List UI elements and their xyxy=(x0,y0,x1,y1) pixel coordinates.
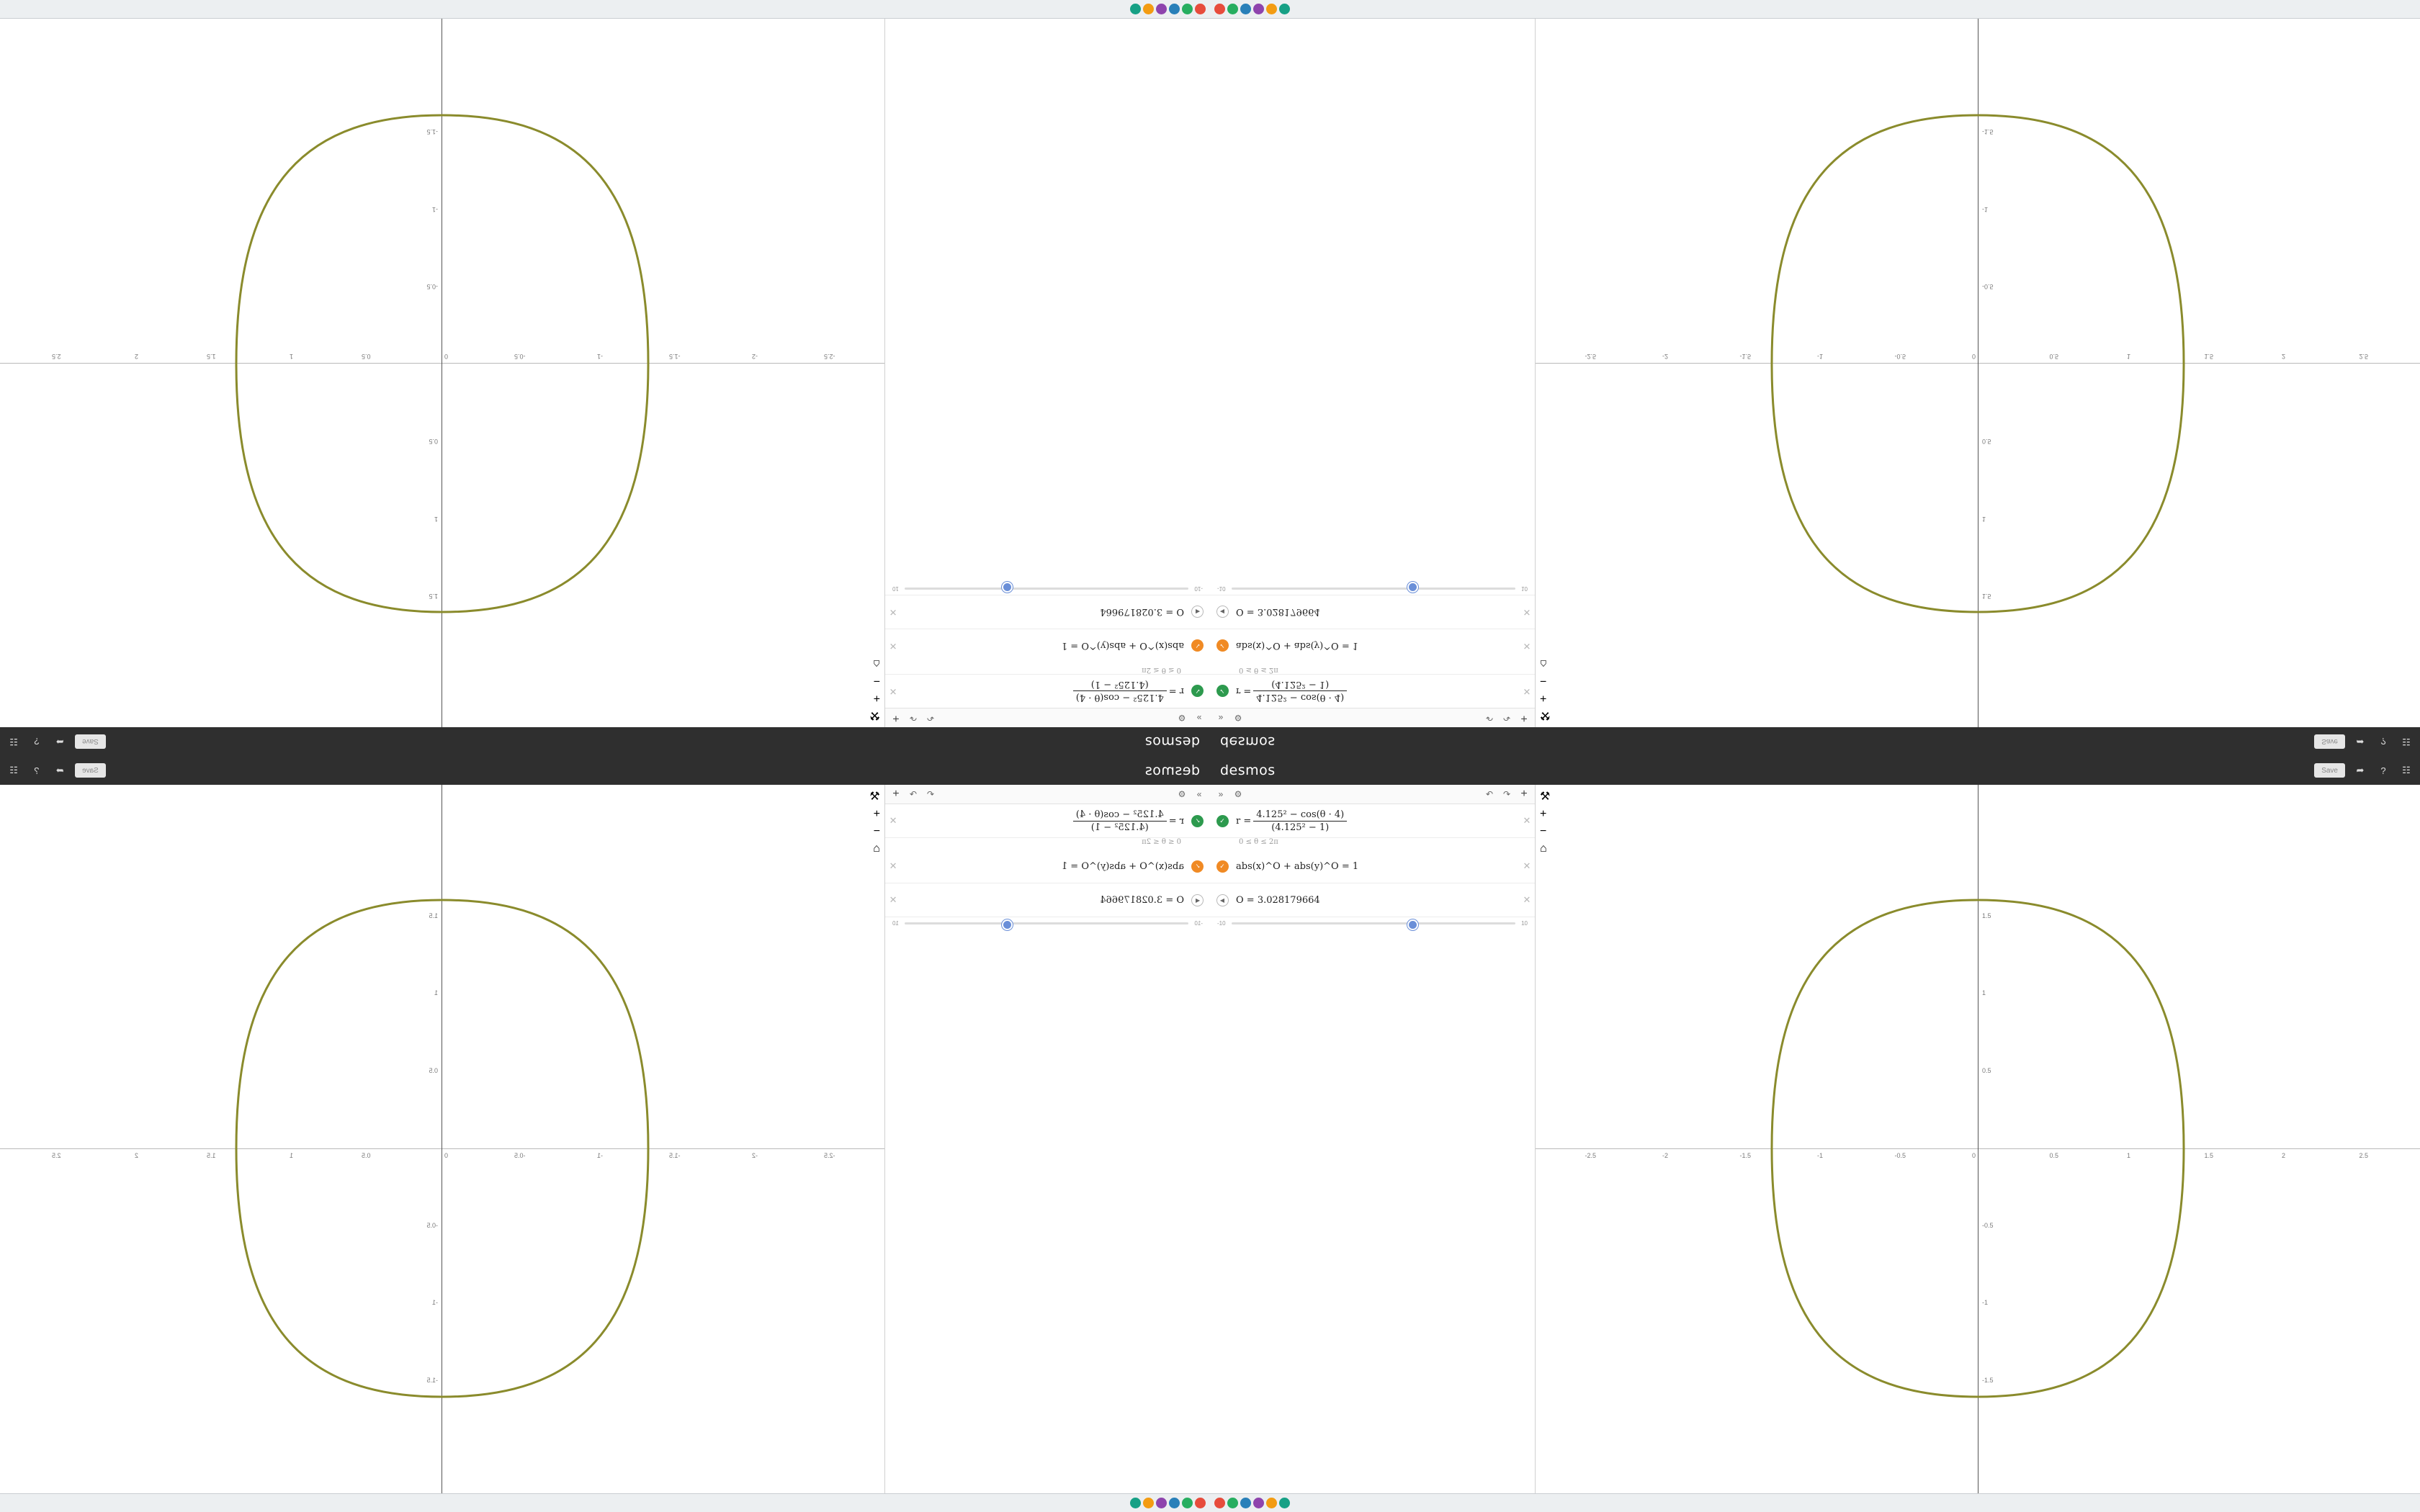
expression-panel xyxy=(1210,0,1536,727)
add-expression-button[interactable]: + xyxy=(1520,788,1528,800)
x-tick-label: 1 xyxy=(289,353,293,360)
desmos-app xyxy=(1210,756,2420,1512)
panel-toolbar xyxy=(885,785,1210,804)
x-tick-label: -2 xyxy=(1662,1152,1669,1159)
x-tick-label: 2 xyxy=(2282,353,2286,360)
zoom-in-icon[interactable]: + xyxy=(1540,692,1547,704)
slider-max: 10 xyxy=(892,920,899,927)
help-icon[interactable]: ? xyxy=(2380,765,2386,776)
expression-content[interactable]: abs(x)^O + abs(y)^O = 1 xyxy=(1061,860,1184,872)
zoom-out-icon[interactable]: − xyxy=(873,675,880,687)
save-button[interactable]: Save xyxy=(2314,763,2345,778)
squircle-curve xyxy=(1536,785,2420,1512)
polar-domain xyxy=(885,838,1210,850)
taskbar[interactable] xyxy=(1210,0,2420,19)
zoom-in-icon[interactable]: + xyxy=(873,808,880,820)
graph-canvas[interactable] xyxy=(0,785,884,1512)
fraction-numerator: 4.125² − cos(θ · 4) xyxy=(1253,809,1347,822)
zoom-out-icon[interactable]: − xyxy=(1540,825,1547,837)
delete-expression-button[interactable]: ✕ xyxy=(889,607,897,618)
domain-max: 2π xyxy=(1142,838,1152,846)
expression-marker[interactable] xyxy=(1186,850,1210,883)
x-tick-label: -1 xyxy=(1817,353,1824,360)
x-tick-label: -1.5 xyxy=(668,1152,681,1159)
polar-fraction xyxy=(1253,680,1347,703)
wrench-icon[interactable]: ⚒ xyxy=(1540,709,1551,721)
polar-domain xyxy=(1210,662,1535,674)
graph-canvas[interactable] xyxy=(0,0,884,727)
delete-expression-button[interactable]: ✕ xyxy=(1523,607,1531,618)
delete-expression-button[interactable]: ✕ xyxy=(889,641,897,652)
expression-row-implicit[interactable] xyxy=(1210,629,1535,662)
y-tick-label: 0.5 xyxy=(429,438,438,446)
x-tick-label: 1 xyxy=(2127,1152,2131,1159)
visibility-toggle[interactable]: ✓ xyxy=(1192,640,1204,652)
slider-row[interactable] xyxy=(885,917,1210,932)
add-expression-button[interactable]: + xyxy=(892,712,900,724)
x-tick-label: -0.5 xyxy=(514,1152,526,1159)
graph-canvas[interactable] xyxy=(1536,0,2420,727)
fraction-numerator: 4.125² − cos(θ · 4) xyxy=(1073,691,1167,703)
collapse-icon[interactable]: » xyxy=(1218,789,1224,799)
fraction-denominator: (4.125² − 1) xyxy=(1271,679,1330,690)
undo-icon[interactable]: ↶ xyxy=(926,713,935,723)
folder-icon[interactable]: ☷ xyxy=(2402,737,2411,747)
undo-icon[interactable]: ↶ xyxy=(926,789,935,799)
add-expression-button[interactable]: + xyxy=(892,788,900,800)
x-tick-label: -2.5 xyxy=(1585,353,1597,360)
expression-content[interactable]: abs(x)^O + abs(y)^O = 1 xyxy=(1236,640,1359,652)
slider-value-label[interactable]: O = 3.028179664 xyxy=(1100,894,1184,906)
expression-content[interactable]: abs(x)^O + abs(y)^O = 1 xyxy=(1236,860,1359,872)
slider-knob[interactable] xyxy=(1002,582,1013,593)
desmos-logo: desmos xyxy=(1144,734,1200,750)
help-icon[interactable]: ? xyxy=(34,736,40,747)
x-tick-label: 1.5 xyxy=(206,353,216,360)
app-header xyxy=(1210,756,2420,785)
app-header xyxy=(1210,727,2420,756)
x-tick-label: 2 xyxy=(2282,1152,2286,1159)
delete-expression-button[interactable]: ✕ xyxy=(1523,860,1531,871)
slider-controls[interactable] xyxy=(1186,595,1210,629)
visibility-toggle[interactable]: ✓ xyxy=(1192,860,1204,873)
expression-marker[interactable] xyxy=(1186,675,1210,708)
delete-expression-button[interactable]: ✕ xyxy=(1523,686,1531,697)
share-icon[interactable]: ➦ xyxy=(2356,765,2365,775)
y-tick-label: -1.5 xyxy=(426,1376,438,1384)
polar-fraction xyxy=(1073,809,1167,833)
x-tick-label: -0.5 xyxy=(1894,1152,1906,1159)
y-tick-label: 1.5 xyxy=(1982,912,1991,919)
y-tick-label: 0.5 xyxy=(429,1066,438,1074)
undo-icon[interactable]: ↶ xyxy=(1485,789,1494,799)
x-tick-label: 2.5 xyxy=(51,1152,61,1159)
expression-row-slider[interactable] xyxy=(885,883,1210,917)
expression-marker[interactable] xyxy=(1210,850,1234,883)
play-icon[interactable]: ◀ xyxy=(1192,606,1204,618)
folder-icon[interactable]: ☷ xyxy=(2402,765,2411,775)
x-tick-label: 0.5 xyxy=(361,1152,371,1159)
gear-icon[interactable]: ⚙ xyxy=(1178,789,1186,799)
panel-toolbar xyxy=(1210,785,1535,804)
expression-panel xyxy=(884,0,1210,727)
taskbar[interactable] xyxy=(0,0,1210,19)
visibility-toggle[interactable]: ✓ xyxy=(1216,685,1229,698)
delete-expression-button[interactable]: ✕ xyxy=(1523,815,1531,826)
zoom-in-icon[interactable]: + xyxy=(873,692,880,704)
save-button[interactable]: Save xyxy=(75,763,106,778)
slider-value-label[interactable]: O = 3.028179664 xyxy=(1100,606,1184,618)
x-tick-label: -1 xyxy=(596,1152,603,1159)
x-tick-label: -2 xyxy=(751,353,758,360)
expression-content[interactable] xyxy=(901,675,1186,708)
desmos-app xyxy=(0,0,1210,756)
expression-marker[interactable] xyxy=(1210,629,1234,662)
folder-icon[interactable]: ☷ xyxy=(9,737,18,747)
fraction-denominator: (4.125² − 1) xyxy=(1090,679,1149,690)
expression-row-slider[interactable] xyxy=(1210,883,1535,917)
expression-content[interactable]: abs(x)^O + abs(y)^O = 1 xyxy=(1061,640,1184,652)
y-tick-label: 1 xyxy=(1982,989,1986,996)
x-tick-label: -1.5 xyxy=(1739,353,1752,360)
zoom-out-icon[interactable]: − xyxy=(1540,675,1547,687)
polar-fraction xyxy=(1073,680,1167,703)
desmos-app xyxy=(1210,0,2420,756)
polar-domain xyxy=(1210,838,1535,850)
x-tick-label: 1 xyxy=(289,1152,293,1159)
x-tick-label: 0.5 xyxy=(2049,1152,2059,1159)
x-tick-label: -2.5 xyxy=(823,1152,835,1159)
home-icon[interactable]: ⌂ xyxy=(873,842,880,855)
x-tick-label: -0.5 xyxy=(1894,353,1906,360)
panel-toolbar xyxy=(1210,708,1535,727)
x-tick-label: -1 xyxy=(1817,1152,1824,1159)
undo-icon[interactable]: ↶ xyxy=(1485,713,1494,723)
domain-min: 0 xyxy=(1239,838,1244,846)
x-tick-label: 0 xyxy=(444,1152,448,1159)
x-tick-label: 0 xyxy=(1972,353,1976,360)
expression-row-polar[interactable] xyxy=(885,674,1210,708)
folder-icon[interactable]: ☷ xyxy=(9,765,18,775)
expression-marker[interactable] xyxy=(1186,804,1210,837)
slider-track[interactable] xyxy=(1232,588,1516,590)
delete-expression-button[interactable]: ✕ xyxy=(889,860,897,871)
expression-marker[interactable] xyxy=(1210,675,1234,708)
taskbar[interactable] xyxy=(1210,1493,2420,1512)
polar-domain xyxy=(885,662,1210,674)
y-tick-label: -1.5 xyxy=(1982,1376,1994,1384)
slider-knob[interactable] xyxy=(1002,919,1013,930)
slider-min: -10 xyxy=(1194,920,1203,927)
graph-canvas[interactable] xyxy=(1536,785,2420,1512)
y-tick-label: -0.5 xyxy=(1982,283,1994,291)
x-tick-label: 1.5 xyxy=(2204,1152,2214,1159)
panel-toolbar xyxy=(885,708,1210,727)
window-bottom-right xyxy=(1210,756,2420,1512)
app-header xyxy=(0,756,1210,785)
domain-max: 2π xyxy=(1268,838,1278,846)
y-tick-label: 1.5 xyxy=(1982,593,1991,600)
domain-min: 0 xyxy=(1239,666,1244,674)
save-button[interactable]: Save xyxy=(2314,734,2345,749)
delete-expression-button[interactable]: ✕ xyxy=(1523,894,1531,905)
collapse-icon[interactable]: » xyxy=(1196,789,1202,799)
y-tick-label: 1.5 xyxy=(429,912,438,919)
wrench-icon[interactable]: ⚒ xyxy=(869,791,880,803)
y-tick-label: 1.5 xyxy=(429,593,438,600)
fraction-denominator: (4.125² − 1) xyxy=(1271,822,1330,833)
play-icon[interactable]: ◀ xyxy=(1192,894,1204,906)
gear-icon[interactable]: ⚙ xyxy=(1234,713,1242,723)
expression-panel xyxy=(884,785,1210,1512)
save-button[interactable]: Save xyxy=(75,734,106,749)
expression-content[interactable] xyxy=(901,804,1186,837)
slider-row[interactable] xyxy=(1210,917,1535,932)
slider-min: -10 xyxy=(1217,585,1226,592)
delete-expression-button[interactable]: ✕ xyxy=(889,815,897,826)
y-tick-label: -1 xyxy=(431,1299,438,1306)
redo-icon[interactable]: ↷ xyxy=(1502,789,1511,799)
expression-row-implicit[interactable] xyxy=(885,629,1210,662)
redo-icon[interactable]: ↷ xyxy=(909,789,918,799)
fraction-numerator: 4.125² − cos(θ · 4) xyxy=(1253,691,1347,703)
domain-min: 0 xyxy=(1176,666,1181,674)
x-tick-label: -1 xyxy=(596,353,603,360)
visibility-toggle[interactable]: ✓ xyxy=(1216,815,1229,827)
x-tick-label: -2.5 xyxy=(823,353,835,360)
y-tick-label: -1 xyxy=(1982,206,1989,213)
y-tick-label: -0.5 xyxy=(1982,1221,1994,1229)
squircle-curve xyxy=(0,0,884,727)
window-top-right xyxy=(1210,0,2420,756)
visibility-toggle[interactable]: ✓ xyxy=(1192,685,1204,698)
polar-lhs: r = xyxy=(1168,685,1184,697)
x-tick-label: 0.5 xyxy=(361,353,371,360)
play-icon[interactable]: ◀ xyxy=(1216,606,1229,618)
graph-left-tools xyxy=(870,657,880,723)
y-tick-label: 1 xyxy=(434,989,438,996)
graph-left-tools xyxy=(870,789,880,855)
slider-controls[interactable] xyxy=(1210,595,1234,629)
gear-icon[interactable]: ⚙ xyxy=(1234,789,1242,799)
slider-max: 10 xyxy=(1521,585,1528,592)
help-icon[interactable]: ? xyxy=(2380,736,2386,747)
expression-row-polar[interactable] xyxy=(1210,674,1535,708)
x-tick-label: 0 xyxy=(1972,1152,1976,1159)
window-bottom-left xyxy=(0,756,1210,1512)
x-tick-label: 0.5 xyxy=(2049,353,2059,360)
slider-max: 10 xyxy=(1521,920,1528,927)
delete-expression-button[interactable]: ✕ xyxy=(889,894,897,905)
x-tick-label: 1.5 xyxy=(206,1152,216,1159)
expression-content[interactable] xyxy=(1234,675,1519,708)
expression-row-polar[interactable] xyxy=(885,804,1210,838)
visibility-toggle[interactable]: ✓ xyxy=(1216,640,1229,652)
share-icon[interactable]: ➦ xyxy=(55,737,64,747)
desmos-logo: desmos xyxy=(1144,762,1200,778)
home-icon[interactable]: ⌂ xyxy=(1540,842,1547,855)
zoom-out-icon[interactable]: − xyxy=(873,825,880,837)
slider-min: -10 xyxy=(1194,585,1203,592)
expression-row-slider[interactable] xyxy=(885,595,1210,629)
x-tick-label: -1.5 xyxy=(1739,1152,1752,1159)
slider-track[interactable] xyxy=(905,922,1189,924)
expression-row-implicit[interactable] xyxy=(1210,850,1535,883)
expression-marker[interactable] xyxy=(1210,804,1234,837)
domain-max: 2π xyxy=(1142,666,1152,674)
slider-knob[interactable] xyxy=(1407,919,1418,930)
slider-value-label[interactable]: O = 3.028179664 xyxy=(1236,894,1320,906)
expression-panel xyxy=(1210,785,1536,1512)
slider-track[interactable] xyxy=(1232,922,1516,924)
domain-min: 0 xyxy=(1176,838,1181,846)
add-expression-button[interactable]: + xyxy=(1520,712,1528,724)
expression-row-polar[interactable] xyxy=(1210,804,1535,838)
y-tick-label: 1 xyxy=(434,516,438,523)
desmos-logo: desmos xyxy=(1220,762,1276,778)
delete-expression-button[interactable]: ✕ xyxy=(889,686,897,697)
domain-operator: ≤ θ ≤ xyxy=(1153,666,1175,674)
wrench-icon[interactable]: ⚒ xyxy=(869,709,880,721)
domain-max: 2π xyxy=(1268,666,1278,674)
slider-knob[interactable] xyxy=(1407,582,1418,593)
polar-lhs: r = xyxy=(1168,815,1184,827)
y-tick-label: 0.5 xyxy=(1982,438,1991,446)
slider-controls[interactable] xyxy=(1186,883,1210,917)
y-tick-label: -1.5 xyxy=(426,128,438,136)
domain-operator: ≤ θ ≤ xyxy=(1245,838,1267,846)
squircle-curve xyxy=(0,785,884,1512)
expression-content[interactable] xyxy=(1234,804,1519,837)
y-tick-label: -1 xyxy=(1982,1299,1989,1306)
y-tick-label: -1 xyxy=(431,206,438,213)
expression-marker[interactable] xyxy=(1186,629,1210,662)
collapse-icon[interactable]: » xyxy=(1218,713,1224,723)
graph-left-tools xyxy=(1540,657,1550,723)
x-tick-label: 2.5 xyxy=(51,353,61,360)
desmos-app xyxy=(0,756,1210,1512)
help-icon[interactable]: ? xyxy=(34,765,40,776)
y-tick-label: 0.5 xyxy=(1982,1066,1991,1074)
expression-row-implicit[interactable] xyxy=(885,850,1210,883)
x-tick-label: -1.5 xyxy=(668,353,681,360)
window-top-left xyxy=(0,0,1210,756)
slider-value-label[interactable]: O = 3.028179664 xyxy=(1236,606,1320,618)
taskbar[interactable] xyxy=(0,1493,1210,1512)
home-icon[interactable]: ⌂ xyxy=(1540,657,1547,670)
graph-left-tools xyxy=(1540,789,1550,855)
gear-icon[interactable]: ⚙ xyxy=(1178,713,1186,723)
slider-min: -10 xyxy=(1217,920,1226,927)
x-tick-label: -2 xyxy=(1662,353,1669,360)
visibility-toggle[interactable]: ✓ xyxy=(1216,860,1229,873)
y-tick-label: 1 xyxy=(1982,516,1986,523)
x-tick-label: 2 xyxy=(134,353,138,360)
x-tick-label: 1 xyxy=(2127,353,2131,360)
desmos-logo: desmos xyxy=(1220,734,1276,750)
collapse-icon[interactable]: » xyxy=(1196,713,1202,723)
app-header xyxy=(0,727,1210,756)
slider-row[interactable] xyxy=(885,580,1210,595)
redo-icon[interactable]: ↷ xyxy=(909,713,918,723)
x-tick-label: -0.5 xyxy=(514,353,526,360)
y-tick-label: -0.5 xyxy=(426,283,438,291)
x-tick-label: 0 xyxy=(444,353,448,360)
x-tick-label: 2 xyxy=(134,1152,138,1159)
share-icon[interactable]: ➦ xyxy=(55,765,64,775)
wrench-icon[interactable]: ⚒ xyxy=(1540,791,1551,803)
slider-track[interactable] xyxy=(905,588,1189,590)
expression-row-slider[interactable] xyxy=(1210,595,1535,629)
squircle-curve xyxy=(1536,0,2420,727)
y-tick-label: -0.5 xyxy=(426,1221,438,1229)
x-tick-label: 2.5 xyxy=(2359,353,2369,360)
y-tick-label: -1.5 xyxy=(1982,128,1994,136)
x-tick-label: 1.5 xyxy=(2204,353,2214,360)
home-icon[interactable]: ⌂ xyxy=(873,657,880,670)
polar-lhs: r = xyxy=(1236,815,1252,827)
redo-icon[interactable]: ↷ xyxy=(1502,713,1511,723)
visibility-toggle[interactable]: ✓ xyxy=(1192,815,1204,827)
polar-fraction xyxy=(1253,809,1347,833)
slider-controls[interactable] xyxy=(1210,883,1234,917)
slider-max: 10 xyxy=(892,585,899,592)
share-icon[interactable]: ➦ xyxy=(2356,737,2365,747)
domain-operator: ≤ θ ≤ xyxy=(1245,666,1267,674)
fraction-denominator: (4.125² − 1) xyxy=(1090,822,1149,833)
delete-expression-button[interactable]: ✕ xyxy=(1523,641,1531,652)
play-icon[interactable]: ◀ xyxy=(1216,894,1229,906)
x-tick-label: 2.5 xyxy=(2359,1152,2369,1159)
x-tick-label: -2.5 xyxy=(1585,1152,1597,1159)
x-tick-label: -2 xyxy=(751,1152,758,1159)
domain-operator: ≤ θ ≤ xyxy=(1153,838,1175,846)
zoom-in-icon[interactable]: + xyxy=(1540,808,1547,820)
fraction-numerator: 4.125² − cos(θ · 4) xyxy=(1073,809,1167,822)
slider-row[interactable] xyxy=(1210,580,1535,595)
polar-lhs: r = xyxy=(1236,685,1252,697)
